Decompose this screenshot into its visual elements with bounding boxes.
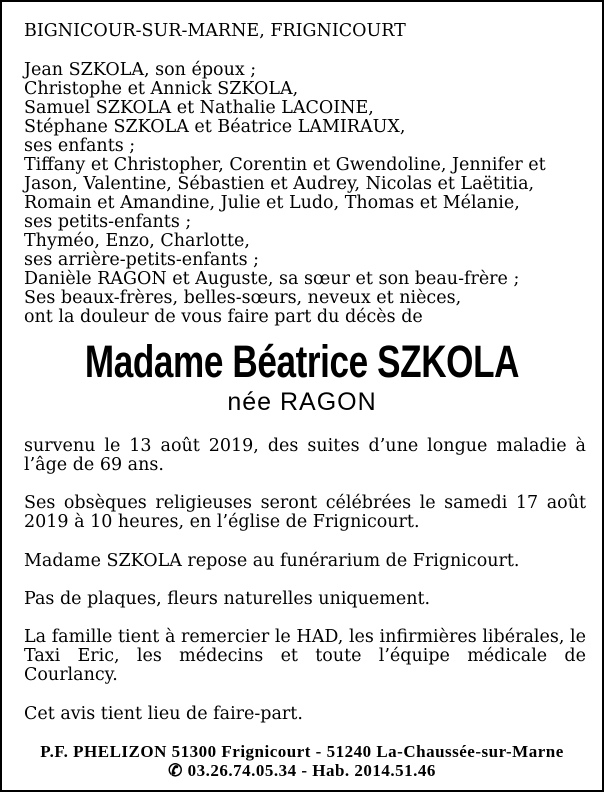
family-line: Romain et Amandine, Julie et Ludo, Thomas et Mélanie, [24,193,520,213]
family-line: ses enfants ; [24,136,136,156]
family-line: Thyméo, Enzo, Charlotte, [24,231,250,251]
family-line: Jean SZKOLA, son époux ; [24,60,257,80]
funeral-paragraph: Ses obsèques religieuses seront célébrées le samedi 17 août 2019 à 10 heures, en l’église de Frignicourt. [24,493,586,532]
family-line: ont la douleur de vous faire part du décès de [24,307,423,327]
closing-paragraph: Cet avis tient lieu de faire-part. [24,704,303,724]
funeral-home-contact: ✆ 03.26.74.05.34 - Hab. 2014.51.46 [168,761,436,780]
family-line: Samuel SZKOLA et Nathalie LACOINE, [24,98,374,118]
rest-paragraph: Madame SZKOLA repose au funérarium de Frignicourt. [24,551,520,571]
deceased-name: Madame Béatrice SZKOLA [84,336,520,387]
flowers-paragraph: Pas de plaques, fleurs naturelles uniquement. [24,589,431,609]
family-line: Christophe et Annick SZKOLA, [24,79,299,99]
family-line: Tiffany et Christopher, Corentin et Gwendoline, Jennifer et [24,155,546,175]
family-line: ses petits-enfants ; [24,212,192,232]
location-header: BIGNICOUR-SUR-MARNE, FRIGNICOURT [24,21,406,41]
family-line: Danièle RAGON et Auguste, sa sœur et son beau-frère ; [24,269,520,289]
death-paragraph: survenu le 13 août 2019, des suites d’une longue maladie à l’âge de 69 ans. [24,436,586,475]
family-line: Stéphane SZKOLA et Béatrice LAMIRAUX, [24,117,406,137]
thanks-paragraph: La famille tient à remercier le HAD, les infirmières libérales, le Taxi Eric, les médecins et toute l’équipe médicale de Courlancy. [24,627,586,685]
family-line: Ses beaux-frères, belles-sœurs, neveux et nièces, [24,288,462,308]
family-line: Jason, Valentine, Sébastien et Audrey, Nicolas et Laëtitia, [24,174,535,194]
family-line: ses arrière-petits-enfants ; [24,250,260,270]
maiden-name: née RAGON [227,388,377,416]
funeral-home-address: P.F. PHELIZON 51300 Frignicourt - 51240 La-Chaussée-sur-Marne [40,742,564,761]
